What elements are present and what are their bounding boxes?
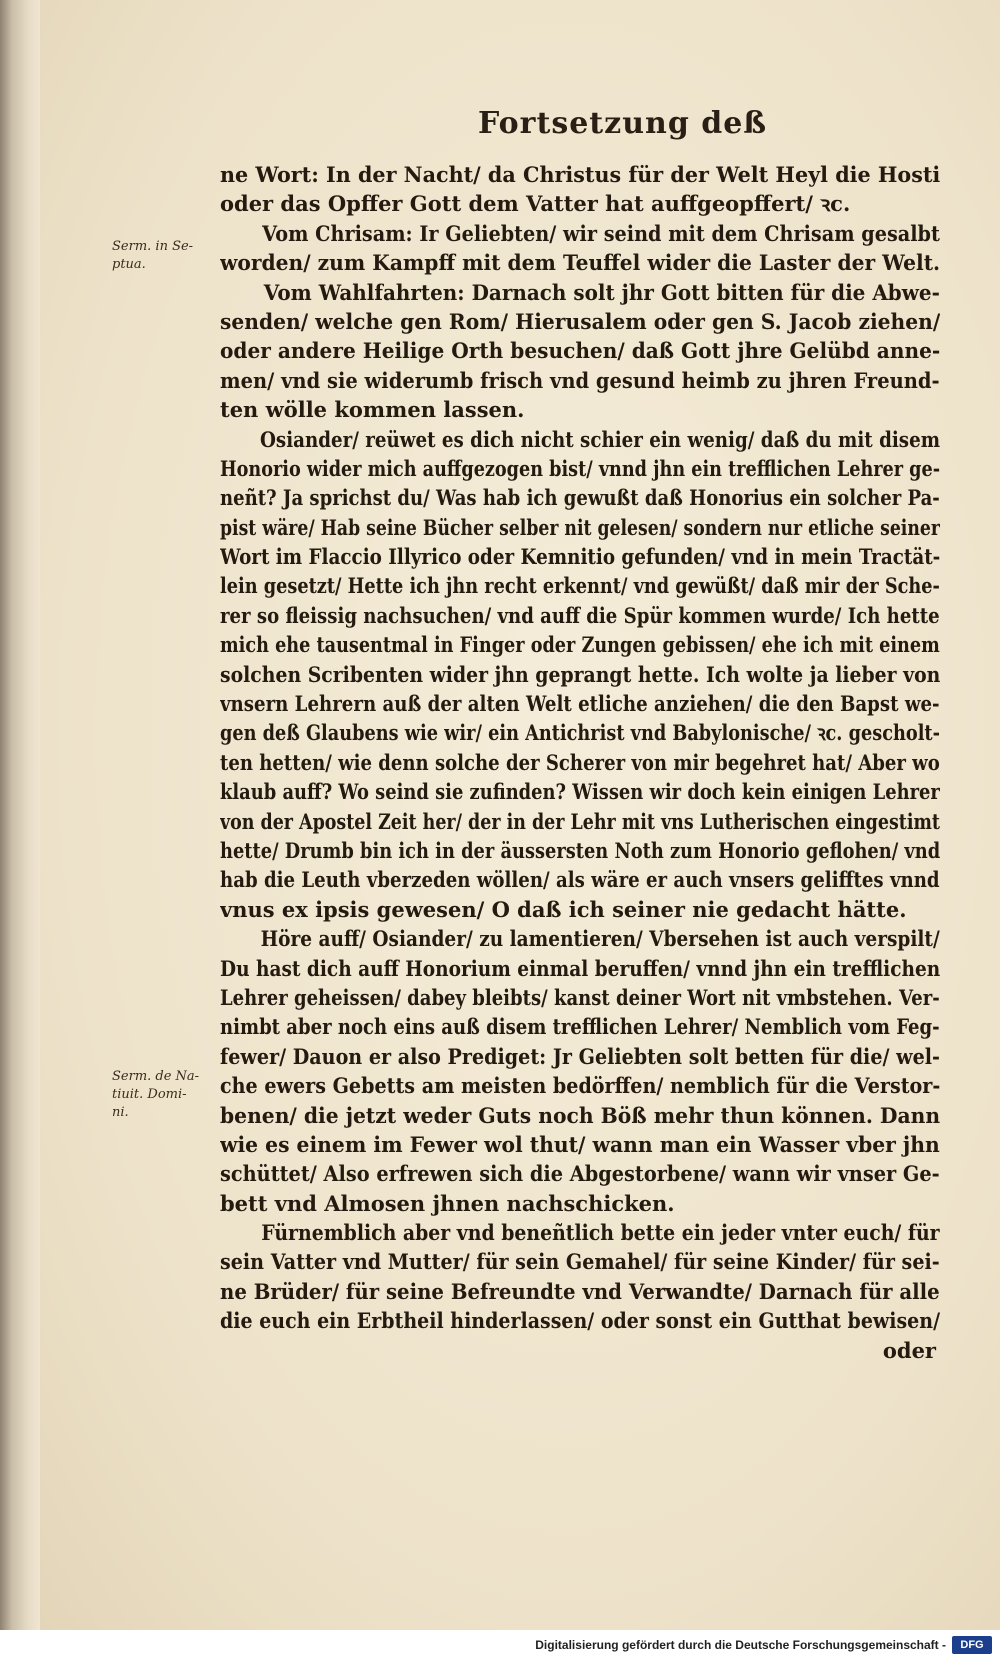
- text-line: senden/ welche gen Rom/ Hierusalem oder gen S. Jacob ziehen/: [220, 308, 940, 334]
- text-line: Wort im Flaccio Illyrico oder Kemnitio gefunden/ vnd in mein Tractät-: [220, 544, 940, 570]
- text-line: Osiander/ reüwet es dich nicht schier ein wenig/ daß du mit disem: [260, 426, 940, 452]
- text-line: oder das Opffer Gott dem Vatter hat auffgeopffert/ ꝛc.: [220, 191, 851, 217]
- text-line: lein gesetzt/ Hette ich jhn recht erkennt/ vnd gewüßt/ daß mir der Sche-: [220, 573, 940, 599]
- text-line: Vom Chrisam: Ir Geliebten/ wir seind mit dem Chrisam gesalbt: [262, 220, 940, 246]
- text-line: Du hast dich auff Honorium einmal beruffen/ vnnd jhn ein trefflichen: [220, 955, 940, 981]
- running-head: Fortsetzung deß: [478, 106, 768, 141]
- dfg-logo: DFG: [952, 1636, 992, 1654]
- text-line: vnsern Lehrern auß der alten Welt etliche anziehen/ die den Bapst we-: [220, 691, 940, 717]
- text-line: ne Brüder/ für seine Befreundte vnd Verwandte/ Darnach für alle: [220, 1278, 940, 1304]
- text-line: Höre auff/ Osiander/ zu lamentieren/ Vbersehen ist auch verspilt/: [260, 926, 940, 952]
- text-line: ne Wort: In der Nacht/ da Christus für der Welt Heyl die Hosti: [220, 162, 940, 187]
- text-line: sein Vatter vnd Mutter/ für sein Gemahel/ für seine Kinder/ für sei-: [220, 1249, 940, 1275]
- text-line: rer so fleissig nachsuchen/ vnd auff die Spür kommen wurde/ Ich hette: [220, 602, 940, 628]
- margin-note-line: Serm. de Na-: [112, 1069, 200, 1084]
- text-line: pist wäre/ Hab seine Bücher selber nit gelesen/ sondern nur etliche seiner: [220, 514, 940, 540]
- text-line: gen deß Glaubens wie wir/ ein Antichrist vnd Babylonische/ ꝛc. gescholt-: [220, 720, 940, 746]
- text-line: che ewers Gebetts am meisten bedörffen/ nemblich für die Verstor-: [220, 1073, 940, 1099]
- text-line: schüttet/ Also erfrewen sich die Abgestorbene/ wann wir vnser Ge-: [220, 1161, 940, 1187]
- margin-note-line: tiuit. Domi-: [112, 1087, 187, 1102]
- margin-note-line: Serm. in Se-: [112, 239, 194, 254]
- text-line: solchen Scribenten wider jhn geprangt hette. Ich wolte ja lieber von: [220, 661, 940, 687]
- text-line: bett vnd Almosen jhnen nachschicken.: [220, 1190, 675, 1216]
- book-gutter-shadow: [0, 0, 40, 1630]
- text-line: vnus ex ipsis gewesen/ O daß ich seiner nie gedacht hätte.: [220, 896, 907, 922]
- text-line: neñt? Ja sprichst du/ Was hab ich gewußt daß Honorius ein solcher Pa-: [220, 485, 940, 511]
- text-line: Vom Wahlfahrten: Darnach solt jhr Gott bitten für die Abwe-: [263, 279, 940, 305]
- text-line: ten wölle kommen lassen.: [220, 397, 525, 423]
- margin-note-line: ptua.: [112, 257, 146, 272]
- catchword: oder: [882, 1337, 936, 1363]
- text-line: klaub auff? Wo seind sie zufinden? Wissen wir doch kein einigen Lehrer: [220, 779, 940, 805]
- margin-note-line: ni.: [112, 1105, 129, 1120]
- text-line: fewer/ Dauon er also Prediget: Jr Geliebten solt betten für die/ wel-: [220, 1043, 940, 1069]
- text-line: benen/ die jetzt weder Guts noch Böß mehr thun können. Dann: [220, 1102, 940, 1128]
- text-line: die euch ein Erbtheil hinderlassen/ oder sonst ein Gutthat bewisen/: [220, 1308, 940, 1334]
- text-line: nimbt aber noch eins auß disem trefflichen Lehrer/ Nemblich vom Feg-: [220, 1014, 940, 1040]
- margin-note: [112, 238, 212, 274]
- text-line: worden/ zum Kampff mit dem Teuffel wider die Laster der Welt.: [220, 250, 940, 276]
- footer-bar: [0, 1630, 1000, 1662]
- text-line: Honorio wider mich auffgezogen bist/ vnnd jhn ein trefflichen Lehrer ge-: [220, 455, 940, 481]
- text-line: von der Apostel Zeit her/ der in der Lehr mit vns Lutherischen eingestimt: [220, 808, 940, 834]
- digitization-credit: Digitalisierung gefördert durch die Deutsche Forschungsgemeinschaft -: [535, 1638, 946, 1652]
- text-line: hette/ Drumb bin ich in der äussersten Noth zum Honorio geflohen/ vnd: [220, 837, 940, 863]
- text-line: Lehrer geheissen/ dabey bleibts/ kanst deiner Wort nit vmbstehen. Ver-: [220, 984, 940, 1010]
- text-line: mich ehe tausentmal in Finger oder Zungen gebissen/ ehe ich mit einem: [220, 632, 940, 658]
- text-line: oder andere Heilige Orth besuchen/ daß Gott jhre Gelübd anne-: [220, 338, 940, 364]
- text-line: men/ vnd sie widerumb frisch vnd gesund heimb zu jhren Freund-: [220, 367, 940, 393]
- body-text: [220, 160, 940, 1580]
- margin-note: [112, 1068, 212, 1122]
- text-line: Fürnemblich aber vnd beneñtlich bette ein jeder vnter euch/ für: [261, 1220, 940, 1246]
- text-line: wie es einem im Fewer wol thut/ wann man ein Wasser vber jhn: [220, 1131, 940, 1157]
- text-line: hab die Leuth vberzeden wöllen/ als wäre er auch vnsers gelifftes vnnd: [220, 867, 940, 893]
- text-line: ten hetten/ wie denn solche der Scherer von mir begehret hat/ Aber wo: [220, 749, 940, 775]
